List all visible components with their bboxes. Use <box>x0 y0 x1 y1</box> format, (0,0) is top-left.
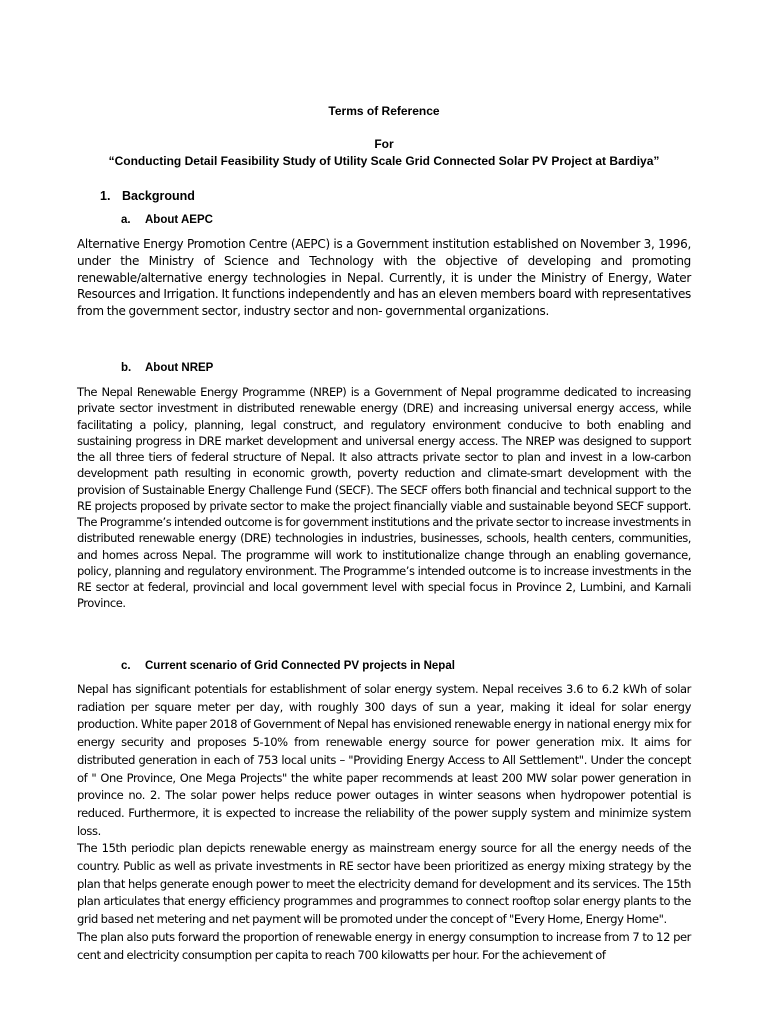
paragraph-text: Alternative Energy Promotion Centre (AEPC) is a Government institution established on November 3, 1996, under the Ministry of Science and Technology with the objective of developing and promoting renewable/alternative energy technologies in Nepal. Currently, it is under the Ministry of Energy, Water Resources and Irrigation. It functions independently and has an eleven members board with representatives from the government sector, industry sector and non- governmental organizations. <box>77 237 691 319</box>
paragraph-text: The 15th periodic plan depicts renewable energy as mainstream energy source for all the energy needs of the country. Public as well as private investments in RE sector have been prioritized as energy mixing strategy by the plan that helps generate enough power to meet the electricity demand for development and its services. The 15th plan articulates that energy efficiency programmes and programmes to connect rooftop solar energy plants to the grid based net metering and net payment will be promoted under the concept of "Every Home, Energy Home". <box>77 841 691 927</box>
grid-pv-scenario-heading <box>121 658 455 674</box>
section-title: Background <box>122 189 195 203</box>
for-label: For <box>374 137 394 151</box>
about-aepc-heading <box>121 212 213 228</box>
document-subtitle: “Conducting Detail Feasibility Study of Utility Scale Grid Connected Solar PV Project at Bardiya” <box>108 154 660 168</box>
subsection-letter: b. <box>121 362 132 374</box>
subsection-title: Current scenario of Grid Connected PV projects in Nepal <box>145 660 455 672</box>
about-nrep-heading <box>121 360 213 376</box>
subsection-letter: c. <box>121 660 131 672</box>
about-nrep-paragraph <box>77 384 691 612</box>
subsection-title: About NREP <box>145 362 214 374</box>
paragraph-text: The plan also puts forward the proportion of renewable energy in energy consumption to increase from 7 to 12 per cent and electricity consumption per capita to reach 700 kilowatts per hour. For the achievement of <box>77 929 691 962</box>
subsection-letter: a. <box>121 214 131 226</box>
document-title: Terms of Reference <box>328 104 440 118</box>
paragraph-text: Nepal has significant potentials for establishment of solar energy system. Nepal receives 3.6 to 6.2 kWh of solar radiation per square meter per day, with roughly 300 days of sun a year, making it ideal for solar energy production. White paper 2018 of Government of Nepal has envisioned renewable energy in national energy mix for energy security and proposes 5-10% from renewable energy source for power generation mix. It aims for distributed generation in each of 753 local units – "Providing Energy Access to All Settlement". Under the concept of " One Province, One Mega Projects" the white paper recommends at least 200 MW solar power generation in province no. 2. The solar power helps reduce power outages in winter seasons when hydropower potential is reduced. Furthermore, it is expected to increase the reliability of the power supply system and minimize system loss. <box>77 682 691 838</box>
grid-pv-scenario-body <box>77 681 691 964</box>
section-number: 1. <box>100 189 111 203</box>
section-background-heading <box>100 188 195 204</box>
paragraph-text: The Nepal Renewable Energy Programme (NREP) is a Government of Nepal programme dedicated to increasing private sector investment in distributed renewable energy (DRE) and increasing universal energy access, while facilitating a policy, planning, legal construct, and regulatory environment conducive to both enabling and sustaining progress in DRE market development and universal energy access. The NREP was designed to support the all three tiers of federal structure of Nepal. It also attracts private sector to plan and invest in a low-carbon development path resulting in economic growth, poverty reduction and climate-smart development with the provision of Sustainable Energy Challenge Fund (SECF). The SECF offers both financial and technical support to the RE projects proposed by private sector to make the project financially viable and sustainable beyond SECF support. The Programme’s intended outcome is for government institutions and the private sector to increase investments in distributed renewable energy (DRE) technologies in industries, businesses, schools, health centers, communities, and homes across Nepal. The programme will work to institutionalize change through an enabling governance, policy, planning and regulatory environment. The Programme’s intended outcome is to increase investments in the RE sector at federal, provincial and local government level with special focus in Province 2, Lumbini, and Karnali Province. <box>77 385 691 611</box>
subsection-title: About AEPC <box>145 214 213 226</box>
about-aepc-paragraph <box>77 236 691 320</box>
